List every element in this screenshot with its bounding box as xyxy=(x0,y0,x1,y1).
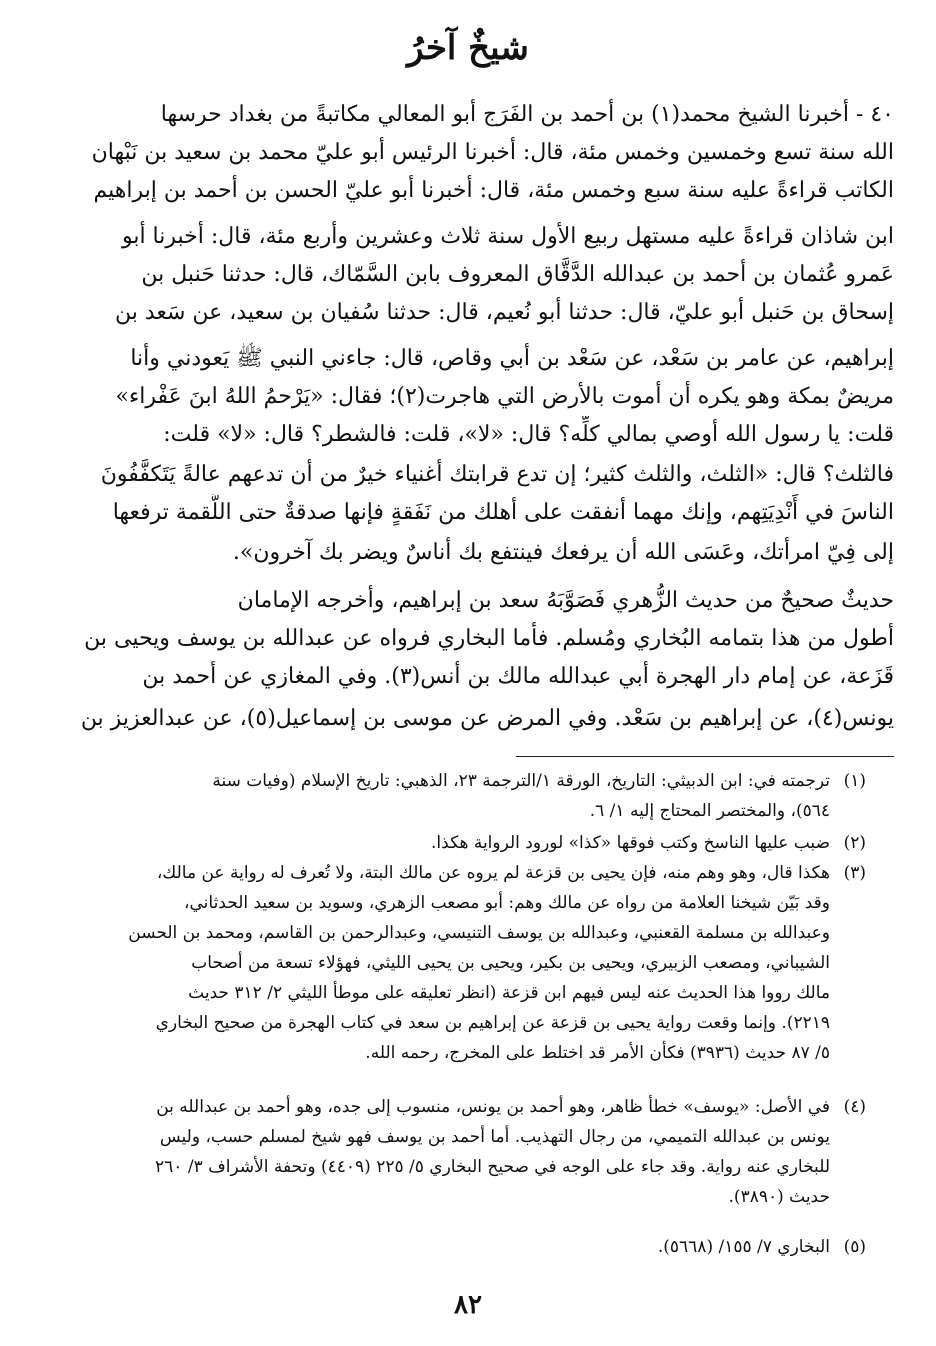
footnote-text: الشيباني، ومصعب الزبيري، ويحيى بن بكير، ويحيى بن يحيى الليثي، فهؤلاء تسعة من أصحاب xyxy=(191,953,830,973)
footnote-line xyxy=(0,828,894,858)
body-line: إبراهيم، عن عامر بن سَعْد، عن سَعْد بن أبي وقاص، قال: جاءني النبي ﷺ يَعودني وأنا xyxy=(130,346,894,371)
body-line: أطول من هذا بتمامه البُخاري ومُسلم. فأما البخاري فرواه عن عبدالله بن يوسف ويحيى بن xyxy=(84,626,894,651)
footnote-text: ٥/ ٨٧ حديث (٣٩٣٦) فكأن الأمر قد اختلط على المخرج، رحمه الله. xyxy=(365,1043,830,1063)
body-line: عَمرو عُثمان بن أحمد بن عبدالله الدَّقَّاق المعروف بابن السَّمّاك، قال: حدثنا حَنبل بن xyxy=(141,262,894,287)
footnote-line xyxy=(0,948,894,978)
body-line: ٤٠ - أخبرنا الشيخ محمد(١) بن أحمد بن الفَرَج أبو المعالي مكاتبةً من بغداد حرسها xyxy=(160,102,894,127)
footnote-number: (١) xyxy=(843,771,866,791)
footnote-text: ٢٢١٩). وإنما وقعت رواية يحيى بن قزعة عن إبراهيم بن سعد في كتاب الهجرة من صحيح البخاري xyxy=(155,1013,830,1033)
footnote-line xyxy=(0,1038,894,1068)
body-line: الله سنة تسع وخمسين وخمس مئة، قال: أخبرنا الرئيس أبو عليّ محمد بن سعيد بن نَبْهان xyxy=(91,140,894,165)
body-line: مريضٌ بمكة وهو يكره أن أموت بالأرض التي هاجرت(٢)؛ فقال: «يَرْحمُ اللهُ ابنَ عَفْراء» xyxy=(115,384,894,409)
body-line: الناسَ في أَنْدِيَتِهم، وإنك مهما أنفقت على أهلك من نَفَقةٍ فإنها صدقةٌ حتى اللُّقمة ترفعها xyxy=(112,500,894,525)
footnote-number: (٢) xyxy=(843,833,866,853)
footnote-text: ٥٦٤)، والمختصر المحتاج إليه ١/ ٦. xyxy=(589,801,830,821)
footnote-line xyxy=(0,1152,894,1182)
footnote-line xyxy=(0,1092,894,1122)
footnote-text: وقد بَيّن شيخنا العلامة من رواه عن مالك وهم: أبو مصعب الزهري، وسويد بن سعيد الحدثاني، xyxy=(184,893,830,913)
page-title: شيخٌ آخرُ xyxy=(407,28,529,68)
body-line: قلت: يا رسول الله أوصي بمالي كلِّه؟ قال: «لا»، قلت: فالشطر؟ قال: «لا» قلت: xyxy=(163,422,894,447)
body-line: فالثلث؟ قال: «الثلث، والثلث كثير؛ إن تدع قرابتك أغنياء خيرٌ من أن تدعهم عالةً يَتَكفَّفُونَ xyxy=(100,462,894,487)
footnote-text: هكذا قال، وهو وهم منه، فإن يحيى بن قزعة لم يروه عن مالك البتة، ولا تُعرف له رواية عن مالك، xyxy=(156,863,830,883)
body-line: حديثٌ صحيحٌ من حديث الزُّهري فَصَوَّبَهُ سعد بن إبراهيم، وأخرجه الإمامان xyxy=(237,588,894,613)
footnote-number: (٥) xyxy=(843,1237,866,1257)
footnote-line xyxy=(0,888,894,918)
footnote-line xyxy=(0,1182,894,1212)
footnote-line xyxy=(0,1232,894,1262)
footnote-text: ترجمته في: ابن الدبيثي: التاريخ، الورقة ١/الترجمة ٢٣، الذهبي: تاريخ الإسلام (وفيات سنة xyxy=(212,771,830,791)
footnote-line xyxy=(0,1008,894,1038)
footnote-line xyxy=(0,766,894,796)
body-line: قَزَعة، عن إمام دار الهجرة أبي عبدالله مالك بن أنس(٣). وفي المغازي عن أحمد بن xyxy=(142,664,894,689)
footnote-text: وعبدالله بن مسلمة القعنبي، وعبدالله بن يوسف التنيسي، وعبدالرحمن بن القاسم، ومحمد بن الحسن xyxy=(128,923,830,943)
footnote-line xyxy=(0,918,894,948)
footnote-line xyxy=(0,1122,894,1152)
footnote-line xyxy=(0,978,894,1008)
footnote-text: للبخاري عنه رواية. وقد جاء على الوجه في صحيح البخاري ٥/ ٢٢٥ (٤٤٠٩) وتحفة الأشراف ٣/ ٢٦٠ xyxy=(155,1157,830,1177)
footnote-line xyxy=(0,796,894,826)
body-line: ابن شاذان قراءةً عليه مستهل ربيع الأول سنة ثلاث وعشرين وأربع مئة، قال: أخبرنا أبو xyxy=(121,224,894,249)
footnote-text: مالك رووا هذا الحديث عنه ليس فيهم ابن قزعة (انظر تعليقه على موطأ الليثي ٢/ ٣١٢ حديث xyxy=(188,983,830,1003)
footnote-line xyxy=(0,858,894,888)
footnote-number: (٤) xyxy=(843,1097,866,1117)
footnote-text: البخاري ٧/ ١٥٥/ (٥٦٦٨). xyxy=(657,1237,830,1257)
body-line: يونس(٤)، عن إبراهيم بن سَعْد. وفي المرض عن موسى بن إسماعيل(٥)، عن عبدالعزيز بن xyxy=(80,706,894,731)
footnote-text: يونس بن عبدالله التميمي، من رجال التهذيب. أما أحمد بن يوسف فهو شيخ لمسلم حسب، وليس xyxy=(159,1127,830,1147)
body-line: إسحاق بن حَنبل أبو عليّ، قال: حدثنا أبو نُعيم، قال: حدثنا سُفيان بن سعيد، عن سَعد بن xyxy=(114,300,894,325)
footnote-text: في الأصل: «يوسف» خطأ ظاهر، وهو أحمد بن يونس، منسوب إلى جده، وهو أحمد بن عبدالله بن xyxy=(156,1097,830,1117)
footnote-text: حديث (٣٨٩٠). xyxy=(728,1187,830,1207)
body-line: الكاتب قراءةً عليه سنة سبع وخمس مئة، قال: أخبرنا أبو عليّ الحسن بن أحمد بن إبراهيم xyxy=(93,178,894,203)
body-line: إلى فِيّ امرأتك، وعَسَى الله أن يرفعك فينتفع بك أناسٌ ويضر بك آخرون». xyxy=(232,540,894,565)
page-number: ٨٢ xyxy=(454,1290,482,1320)
footnote-text: ضبب عليها الناسخ وكتب فوقها «كذا» لورود الرواية هكذا. xyxy=(431,833,830,853)
footnote-separator xyxy=(516,756,894,757)
footnote-number: (٣) xyxy=(843,863,866,883)
